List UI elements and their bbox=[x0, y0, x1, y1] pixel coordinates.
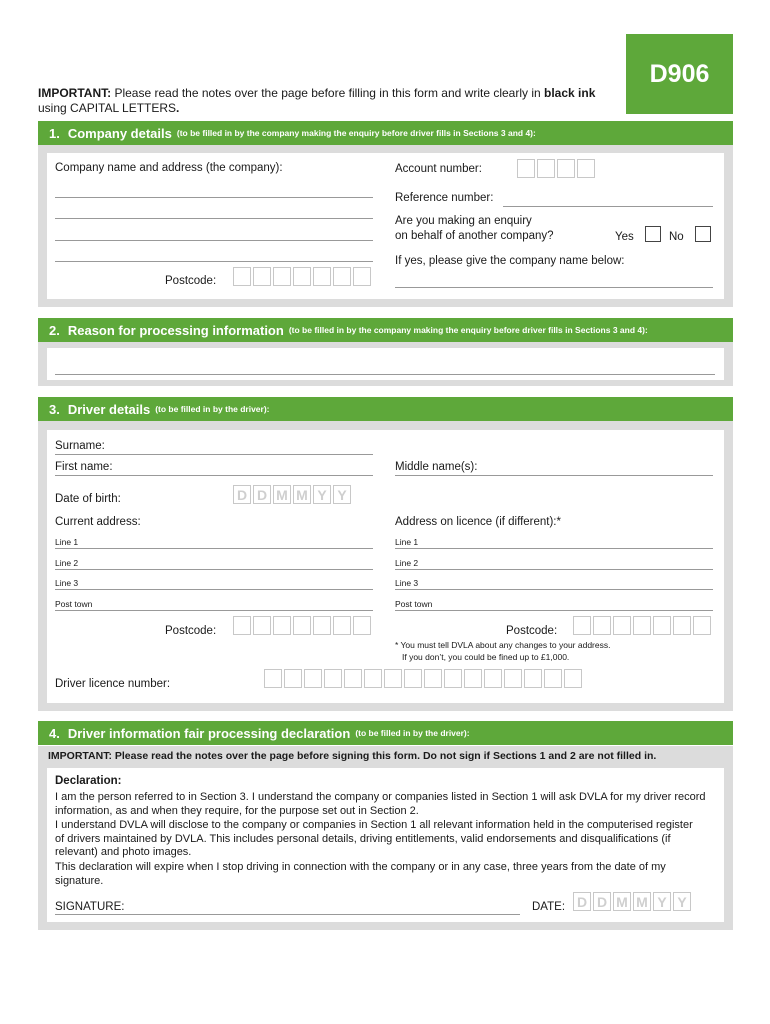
current-line3[interactable] bbox=[55, 589, 373, 590]
dob-box-d2: D bbox=[253, 485, 271, 504]
dob-box-y2: Y bbox=[333, 485, 351, 504]
section-3-panel bbox=[38, 421, 733, 711]
company-postcode-label: Postcode: bbox=[165, 275, 217, 287]
address-footnote-2: If you don’t, you could be fined up to £1,000. bbox=[402, 652, 570, 662]
licence-address-label: Address on licence (if different):* bbox=[395, 516, 561, 528]
licence-number-label: Driver licence number: bbox=[55, 678, 171, 690]
current-post-town-line[interactable] bbox=[55, 610, 373, 611]
section-2-body bbox=[47, 348, 724, 380]
date-box-y1: Y bbox=[653, 892, 671, 911]
first-name-label: First name: bbox=[55, 461, 113, 473]
licence-line3-label: Line 3 bbox=[395, 578, 419, 588]
black-ink-text: black ink bbox=[544, 86, 596, 100]
licence-post-town-label: Post town bbox=[395, 599, 433, 609]
section-1-body bbox=[47, 153, 724, 299]
section-1-panel bbox=[38, 145, 733, 307]
important-label: IMPORTANT: bbox=[38, 86, 112, 100]
reference-number-label: Reference number: bbox=[395, 192, 494, 204]
enquiry-question-line2: on behalf of another company? bbox=[395, 230, 554, 242]
dob-box-d1: D bbox=[233, 485, 251, 504]
date-box-d1: D bbox=[573, 892, 591, 911]
licence-line2-label: Line 2 bbox=[395, 558, 419, 568]
important-period: . bbox=[176, 101, 180, 115]
section-3-number: 3. bbox=[49, 401, 60, 417]
important-text: Please read the notes over the page before filling in this form and write clearly in bbox=[111, 86, 545, 100]
licence-line1[interactable] bbox=[395, 548, 713, 549]
section-4-important-text: IMPORTANT: Please read the notes over the page before signing this form. Do not sign if Sections 1 and 2 are not filled in. bbox=[48, 750, 657, 762]
section-1-note: (to be filled in by the company making the enquiry before driver fills in Sections 3 and 4): bbox=[176, 128, 536, 138]
important-notice bbox=[38, 86, 598, 116]
dob-label: Date of birth: bbox=[55, 493, 121, 505]
section-4-number: 4. bbox=[49, 725, 60, 741]
company-line-3[interactable] bbox=[55, 240, 373, 241]
enquiry-question-line1: Are you making an enquiry bbox=[395, 215, 532, 227]
surname-label: Surname: bbox=[55, 440, 105, 452]
date-box-m1: M bbox=[613, 892, 631, 911]
licence-line1-label: Line 1 bbox=[395, 537, 419, 547]
current-line1[interactable] bbox=[55, 548, 373, 549]
section-2-header bbox=[38, 318, 733, 342]
other-company-label: If yes, please give the company name below: bbox=[395, 255, 625, 267]
licence-postcode-label: Postcode: bbox=[506, 625, 558, 637]
middle-name-label: Middle name(s): bbox=[395, 461, 478, 473]
dob-box-y1: Y bbox=[313, 485, 331, 504]
current-post-town-label: Post town bbox=[55, 599, 93, 609]
section-3-title: Driver details bbox=[67, 401, 151, 417]
company-line-1[interactable] bbox=[55, 197, 373, 198]
signature-date-boxes[interactable] bbox=[573, 892, 693, 911]
address-footnote-1: * You must tell DVLA about any changes to your address. bbox=[395, 640, 611, 650]
reason-line[interactable] bbox=[55, 374, 715, 375]
current-line3-label: Line 3 bbox=[55, 578, 79, 588]
section-3-header bbox=[38, 397, 733, 421]
section-4-important bbox=[38, 746, 733, 766]
section-3-body bbox=[47, 430, 724, 703]
declaration-title: Declaration: bbox=[55, 775, 122, 787]
dob-box-m2: M bbox=[293, 485, 311, 504]
other-company-line[interactable] bbox=[395, 287, 713, 288]
date-box-d2: D bbox=[593, 892, 611, 911]
current-line2-label: Line 2 bbox=[55, 558, 79, 568]
current-address-label: Current address: bbox=[55, 516, 141, 528]
current-line2[interactable] bbox=[55, 569, 373, 570]
account-number-label: Account number: bbox=[395, 163, 482, 175]
licence-post-town-line[interactable] bbox=[395, 610, 713, 611]
yes-label: Yes bbox=[615, 231, 634, 243]
current-postcode-label: Postcode: bbox=[165, 625, 217, 637]
company-line-4[interactable] bbox=[55, 261, 373, 262]
reference-number-line[interactable] bbox=[503, 206, 713, 207]
section-4-title: Driver information fair processing declaration bbox=[67, 725, 351, 741]
date-label: DATE: bbox=[532, 901, 566, 913]
section-1-title: Company details bbox=[67, 125, 172, 141]
section-1-header bbox=[38, 121, 733, 145]
licence-line3[interactable] bbox=[395, 589, 713, 590]
licence-postcode-boxes[interactable] bbox=[573, 616, 713, 635]
signature-line[interactable] bbox=[55, 914, 520, 915]
date-box-y2: Y bbox=[673, 892, 691, 911]
surname-line[interactable] bbox=[55, 454, 373, 455]
section-4-panel bbox=[38, 766, 733, 930]
capital-letters-text: using CAPITAL LETTERS bbox=[38, 101, 177, 115]
section-4-body bbox=[47, 768, 724, 922]
dob-boxes[interactable] bbox=[233, 485, 353, 504]
current-postcode-boxes[interactable] bbox=[233, 616, 373, 635]
form-code: D906 bbox=[649, 59, 710, 88]
middle-name-line[interactable] bbox=[395, 475, 713, 476]
signature-label: SIGNATURE: bbox=[55, 901, 125, 913]
account-number-boxes[interactable] bbox=[517, 159, 597, 178]
form-code-badge bbox=[626, 34, 733, 114]
section-4-header bbox=[38, 721, 733, 745]
licence-line2[interactable] bbox=[395, 569, 713, 570]
declaration-paragraph-2: I understand DVLA will disclose to the company or companies in Section 1 all relevant information held in the computerised register of drivers maintained by DVLA. This includes personal details, driving entitlements, valid endorsements and disqualifications (if relevant) and photo images. bbox=[55, 819, 693, 858]
current-line1-label: Line 1 bbox=[55, 537, 79, 547]
section-3-note: (to be filled in by the driver): bbox=[155, 404, 270, 414]
company-name-label: Company name and address (the company): bbox=[55, 162, 283, 174]
section-2-panel bbox=[38, 342, 733, 386]
section-2-number: 2. bbox=[49, 322, 60, 338]
section-2-title: Reason for processing information bbox=[67, 322, 284, 338]
no-label: No bbox=[669, 231, 684, 243]
section-4-note: (to be filled in by the driver): bbox=[355, 728, 470, 738]
yes-checkbox[interactable] bbox=[645, 226, 661, 242]
licence-number-boxes[interactable] bbox=[264, 669, 584, 688]
section-2-note: (to be filled in by the company making the enquiry before driver fills in Sections 3 and 4): bbox=[288, 325, 648, 335]
company-postcode-boxes[interactable] bbox=[233, 267, 373, 286]
first-name-line[interactable] bbox=[55, 475, 373, 476]
dob-box-m1: M bbox=[273, 485, 291, 504]
section-1-number: 1. bbox=[49, 125, 60, 141]
date-box-m2: M bbox=[633, 892, 651, 911]
declaration-paragraph-1: I am the person referred to in Section 3. I understand the company or companies listed in Section 1 will ask DVLA for my driver record information, as and when they require, for the purpose set out in Section 2. bbox=[55, 791, 706, 817]
no-checkbox[interactable] bbox=[695, 226, 711, 242]
declaration-paragraph-3: This declaration will expire when I stop driving in connection with the company or in any case, three years from the date of my signature. bbox=[55, 861, 666, 887]
company-line-2[interactable] bbox=[55, 218, 373, 219]
